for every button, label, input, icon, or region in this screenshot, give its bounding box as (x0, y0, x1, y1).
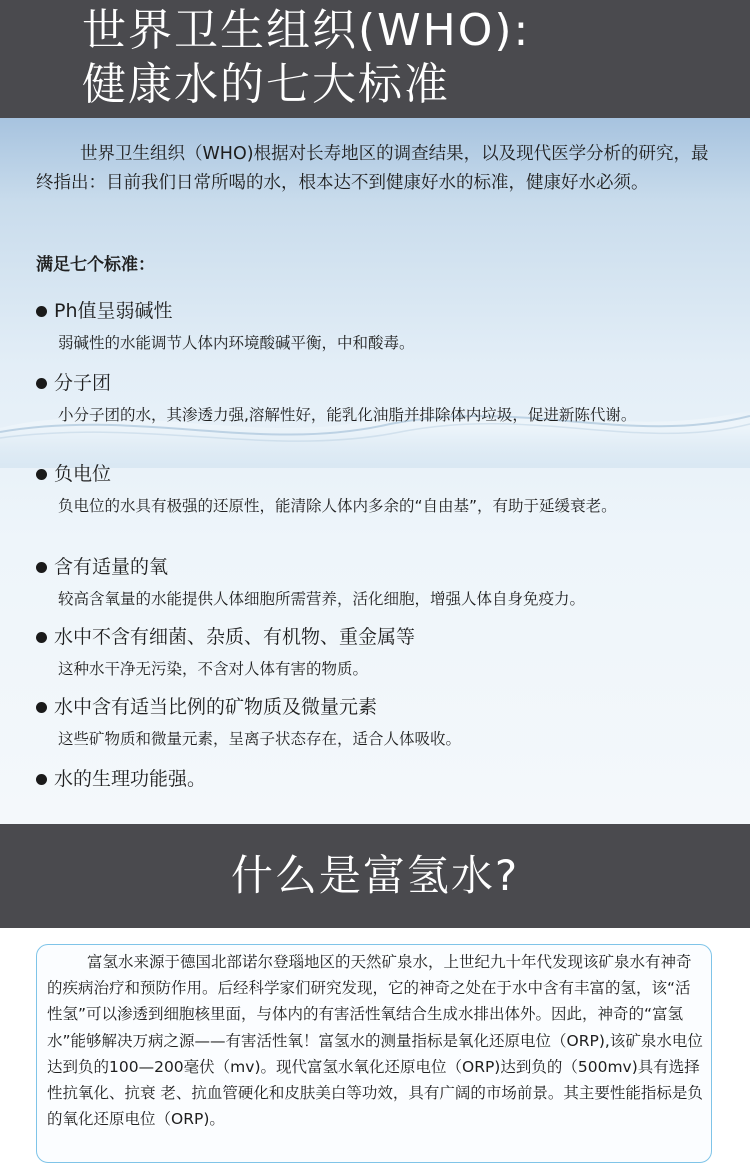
standard-title: 含有适量的氧 (54, 556, 169, 578)
standard-title: 分子团 (54, 372, 112, 394)
standard-desc: 小分子团的水，其渗透力强,溶解性好，能乳化油脂并排除体内垃圾，促进新陈代谢。 (58, 406, 637, 424)
standard-item (36, 461, 726, 521)
bullet-icon (36, 774, 47, 785)
standard-desc: 这些矿物质和微量元素，呈离子状态存在，适合人体吸收。 (58, 730, 462, 748)
standard-desc: 弱碱性的水能调节人体内环境酸碱平衡，中和酸毒。 (58, 334, 415, 352)
info-paragraph: 富氢水来源于德国北部诺尔登瑙地区的天然矿泉水，上世纪九十年代发现该矿泉水有神奇的疾病治疗和预防作用。后经科学家们研究发现，它的神奇之处在于水中含有丰富的氢，该“活性氢”可以渗透到细胞核里面，与体内的有害活性氧结合生成水排出体外。因此，神奇的“富氢水”能够解决万病之源——有害活性氧！富氢水的测量指标是氧化还原电位（ORP),该矿泉水电位达到负的100—200毫伏（mv)。现代富氢水氧化还原电位（ORP)达到负的（500mv)具有选择性抗氧化、抗衰 老、抗血管硬化和皮肤美白等功效，具有广阔的市场前景。其主要性能指标是负的氧化还原电位（ORP)。 (47, 953, 703, 1129)
bullet-icon (36, 632, 47, 643)
hydrogen-water-info-box (36, 944, 712, 1163)
standard-item (36, 624, 726, 684)
standard-item (36, 298, 726, 358)
standard-item (36, 554, 726, 614)
intro-paragraph: 世界卫生组织（WHO)根据对长寿地区的调查结果，以及现代医学分析的研究，最终指出：目前我们日常所喝的水，根本达不到健康好水的标准，健康好水必须。 (36, 144, 709, 193)
section-banner (0, 824, 750, 928)
bullet-icon (36, 469, 47, 480)
standard-title: Ph值呈弱碱性 (54, 300, 173, 322)
standard-desc: 负电位的水具有极强的还原性，能清除人体内多余的“自由基”，有助于延缓衰老。 (58, 497, 617, 515)
standard-item (36, 766, 726, 792)
page-title-line1: 世界卫生组织(WHO): (82, 5, 531, 56)
bullet-icon (36, 562, 47, 573)
bullet-icon (36, 702, 47, 713)
bullet-icon (36, 306, 47, 317)
standard-title: 水中含有适当比例的矿物质及微量元素 (54, 696, 378, 718)
standard-item (36, 694, 726, 754)
standard-item (36, 370, 726, 430)
standard-title: 负电位 (54, 463, 112, 485)
standard-desc: 较高含氧量的水能提供人体细胞所需营养，活化细胞，增强人体自身免疫力。 (58, 590, 586, 608)
standard-title: 水中不含有细菌、杂质、有机物、重金属等 (54, 626, 416, 648)
standards-section (0, 118, 750, 824)
bullet-icon (36, 378, 47, 389)
section-title: 什么是富氢水? (230, 851, 520, 900)
standards-heading: 满足七个标准： (36, 255, 155, 275)
standard-title: 水的生理功能强。 (54, 768, 207, 790)
standard-desc: 这种水干净无污染，不含对人体有害的物质。 (58, 660, 369, 678)
top-banner (0, 0, 750, 118)
page-title-line2: 健康水的七大标准 (82, 59, 450, 110)
